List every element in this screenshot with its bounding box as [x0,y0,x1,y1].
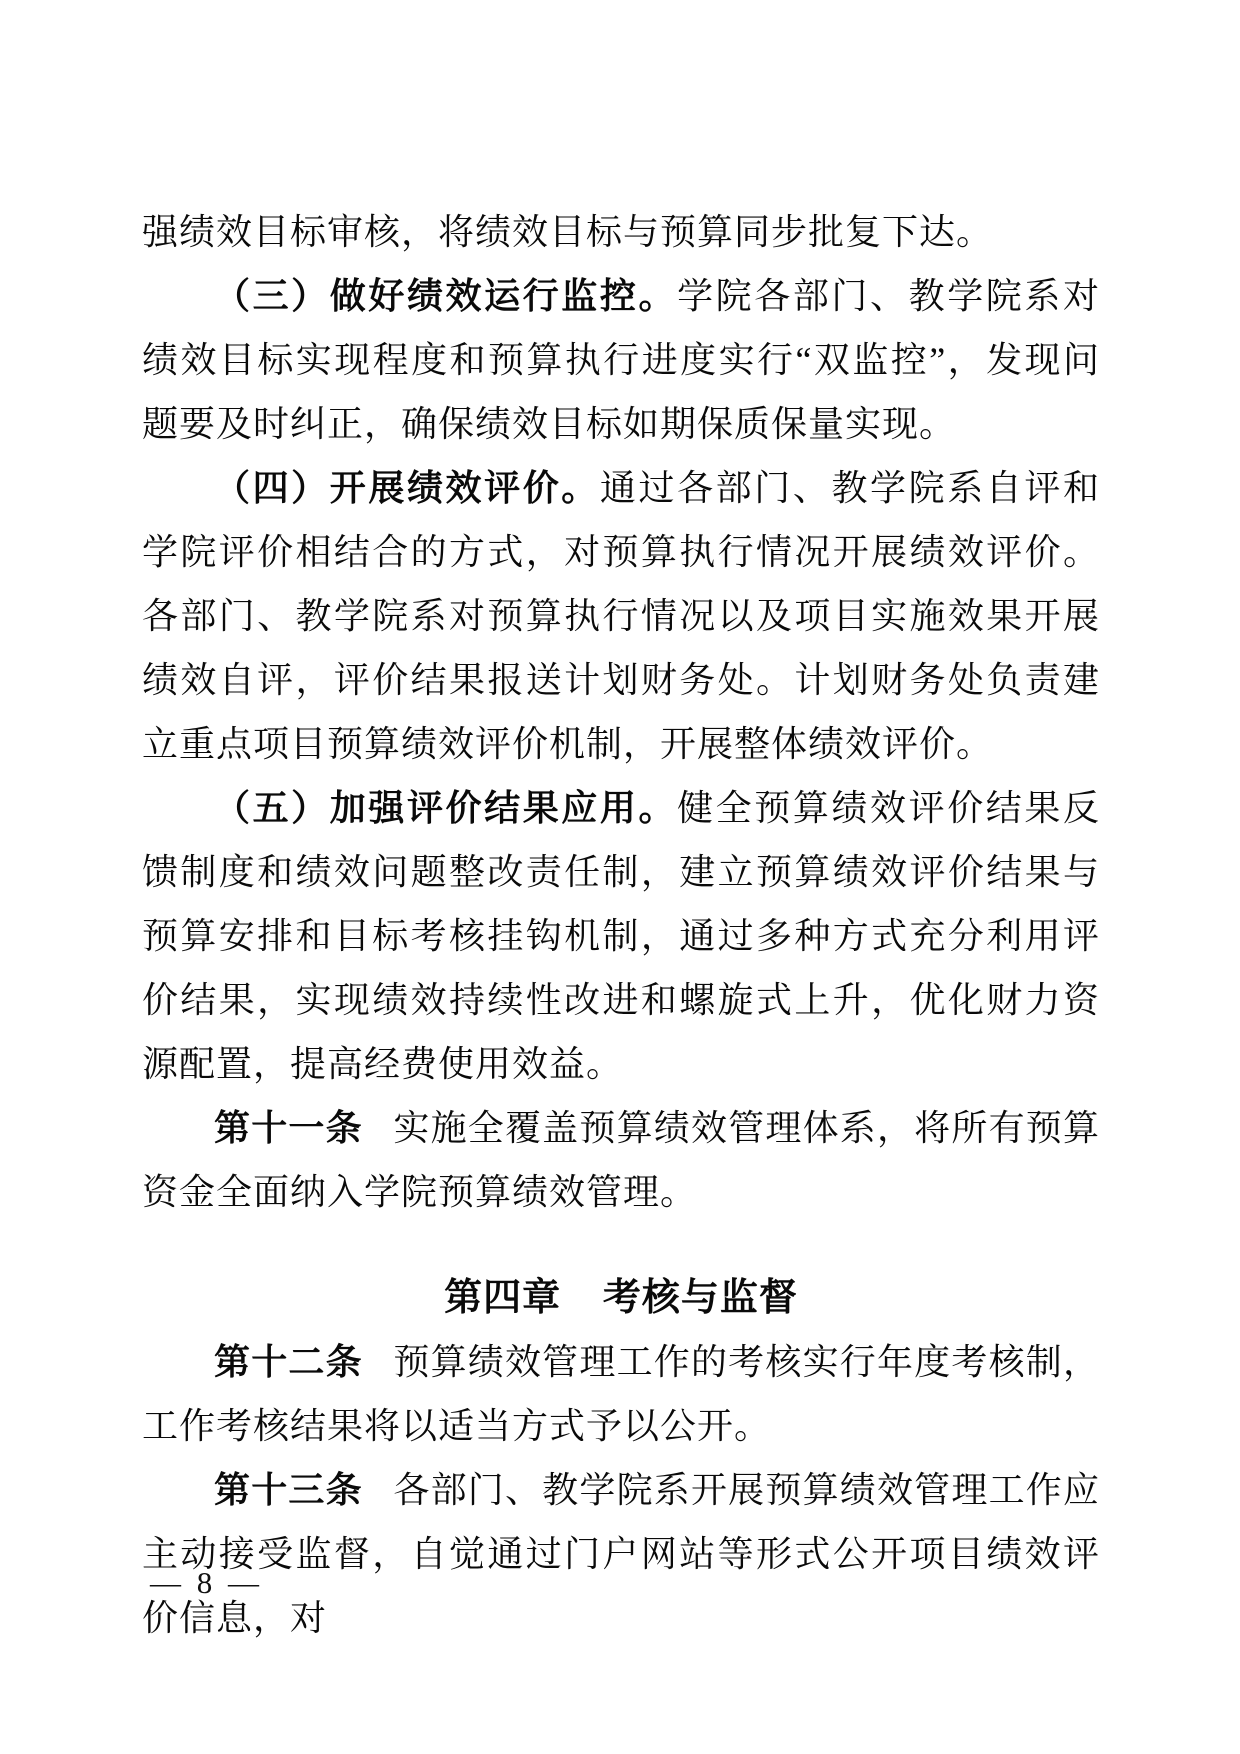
paragraph-article-11 [142,1096,1100,1224]
item-4-lead: （四）开展绩效评价。 [214,468,600,508]
paragraph-item-4 [142,456,1100,776]
article-13-body: 各部门、教学院系开展预算绩效管理工作应主动接受监督，自觉通过门户网站等形式公开项目绩效评价信息，对 [142,1470,1100,1638]
paragraph-item-5 [142,776,1100,1096]
paragraph-article-12 [142,1330,1100,1458]
item-4-body: 通过各部门、教学院系自评和学院评价相结合的方式，对预算执行情况开展绩效评价。各部门、教学院系对预算执行情况以及项目实施效果开展绩效自评，评价结果报送计划财务处。计划财务处负责建立重点项目预算绩效评价机制，开展整体绩效评价。 [142,468,1100,764]
chapter-heading [142,1266,1100,1330]
document-body [142,200,1100,1650]
chapter-number: 第四章 [444,1277,562,1319]
chapter-title: 考核与监督 [602,1277,798,1319]
paragraph-item-3 [142,264,1100,456]
item-3-body: 学院各部门、教学院系对绩效目标实现程度和预算执行进度实行“双监控”，发现问题要及时纠正，确保绩效目标如期保质保量实现。 [142,276,1100,444]
article-13-number: 第十三条 [214,1470,363,1510]
article-11-body: 实施全覆盖预算绩效管理体系，将所有预算资金全面纳入学院预算绩效管理。 [142,1108,1100,1212]
paragraph-continuation: 强绩效目标审核，将绩效目标与预算同步批复下达。 [142,212,994,252]
item-3-lead: （三）做好绩效运行监控。 [214,276,678,316]
page-number: — 8 — [150,1565,263,1600]
item-5-lead: （五）加强评价结果应用。 [214,788,678,828]
article-11-number: 第十一条 [214,1108,363,1148]
item-5-body: 健全预算绩效评价结果反馈制度和绩效问题整改责任制，建立预算绩效评价结果与预算安排和目标考核挂钩机制，通过多种方式充分利用评价结果，实现绩效持续性改进和螺旋式上升，优化财力资源配置，提高经费使用效益。 [142,788,1100,1084]
paragraph-article-13 [142,1458,1100,1650]
article-12-body: 预算绩效管理工作的考核实行年度考核制，工作考核结果将以适当方式予以公开。 [142,1342,1100,1446]
article-12-number: 第十二条 [214,1342,363,1382]
